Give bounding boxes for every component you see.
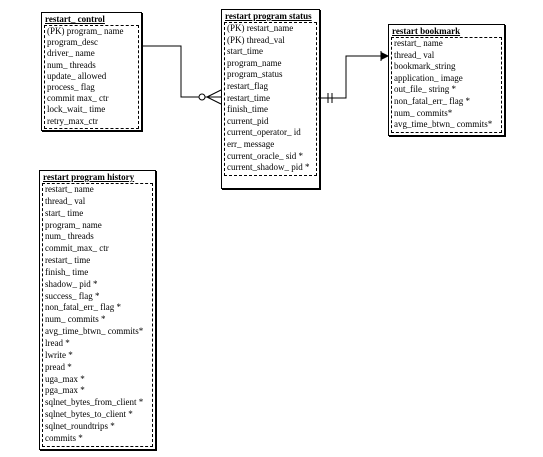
- attribute: commit max_ ctr: [47, 93, 109, 104]
- attribute: restart_ time: [45, 255, 91, 266]
- attribute: pga_max *: [45, 385, 85, 396]
- attribute: restart_ name: [394, 38, 443, 48]
- attribute: avg_time_btwn_ commits*: [394, 119, 493, 130]
- attribute: uga_max *: [45, 373, 85, 384]
- attribute: err_ message: [227, 138, 275, 149]
- attribute: out_file_ string *: [394, 84, 456, 95]
- entity-title: restart bookmark: [392, 26, 461, 36]
- attribute: program_name: [227, 57, 282, 68]
- attribute: finish_time: [227, 104, 268, 115]
- attribute: commit_max_ ctr: [45, 243, 109, 254]
- attribute: thread_ val: [394, 49, 435, 60]
- attribute: bookmark_string: [394, 61, 456, 72]
- attribute: num_ commits *: [45, 314, 106, 325]
- attribute: commits *: [45, 432, 83, 443]
- entity-title: restart program history: [43, 172, 135, 182]
- attribute: sqlnet_roundtrips *: [45, 420, 115, 431]
- attribute: current_shadow_ pid *: [227, 162, 310, 173]
- attribute: process_ flag: [47, 82, 95, 93]
- attribute: restart_time: [227, 92, 270, 103]
- attribute: (PK) program_ name: [47, 26, 124, 36]
- attribute: program_ name: [45, 219, 102, 230]
- entity-title: restart_ control: [45, 14, 105, 24]
- relationship-control-to-status: [141, 46, 221, 104]
- attribute: lread *: [45, 337, 70, 348]
- attribute: restart_flag: [227, 80, 268, 91]
- attribute: thread_ val: [45, 195, 86, 206]
- attribute: program_desc: [47, 37, 98, 48]
- attribute: pread *: [45, 361, 72, 372]
- attribute: num_ commits*: [394, 107, 453, 118]
- attribute: start_time: [227, 46, 263, 57]
- relationship-status-to-bookmark: [318, 51, 388, 103]
- attribute: lock_wait_ time: [47, 104, 106, 115]
- attribute: lwrite *: [45, 349, 73, 360]
- attribute: current_pid: [227, 115, 269, 126]
- attribute: non_fatal_err_ flag *: [45, 302, 121, 313]
- attribute: num_ threads: [45, 231, 94, 242]
- attribute: restart_ name: [45, 184, 94, 194]
- attribute: program_status: [227, 69, 283, 80]
- attribute: (PK) restart_name: [227, 23, 294, 33]
- attribute: (PK) thread_val: [227, 34, 285, 45]
- attribute: success_ flag *: [45, 290, 100, 301]
- attribute: driver_ name: [47, 48, 95, 59]
- attribute: current_oracle_ sid *: [227, 150, 303, 161]
- attribute: num_ threads: [47, 59, 96, 70]
- attribute: avg_time_btwn_ commits*: [45, 326, 144, 337]
- attribute: finish_ time: [45, 266, 89, 277]
- entity-title: restart program status: [225, 11, 312, 21]
- attribute: sqlnet_bytes_from_client *: [45, 397, 144, 408]
- attribute: application_ image: [394, 72, 463, 83]
- attribute: retry_max_ctr: [47, 115, 98, 126]
- attribute: start_ time: [45, 207, 84, 218]
- attribute: shadow_ pid *: [45, 278, 98, 289]
- attribute: non_fatal_err_ flag *: [394, 95, 470, 106]
- attribute: update_ allowed: [47, 70, 107, 81]
- attribute: sqlnet_bytes_to_client *: [45, 409, 133, 420]
- attribute: current_operator_ id: [227, 127, 301, 138]
